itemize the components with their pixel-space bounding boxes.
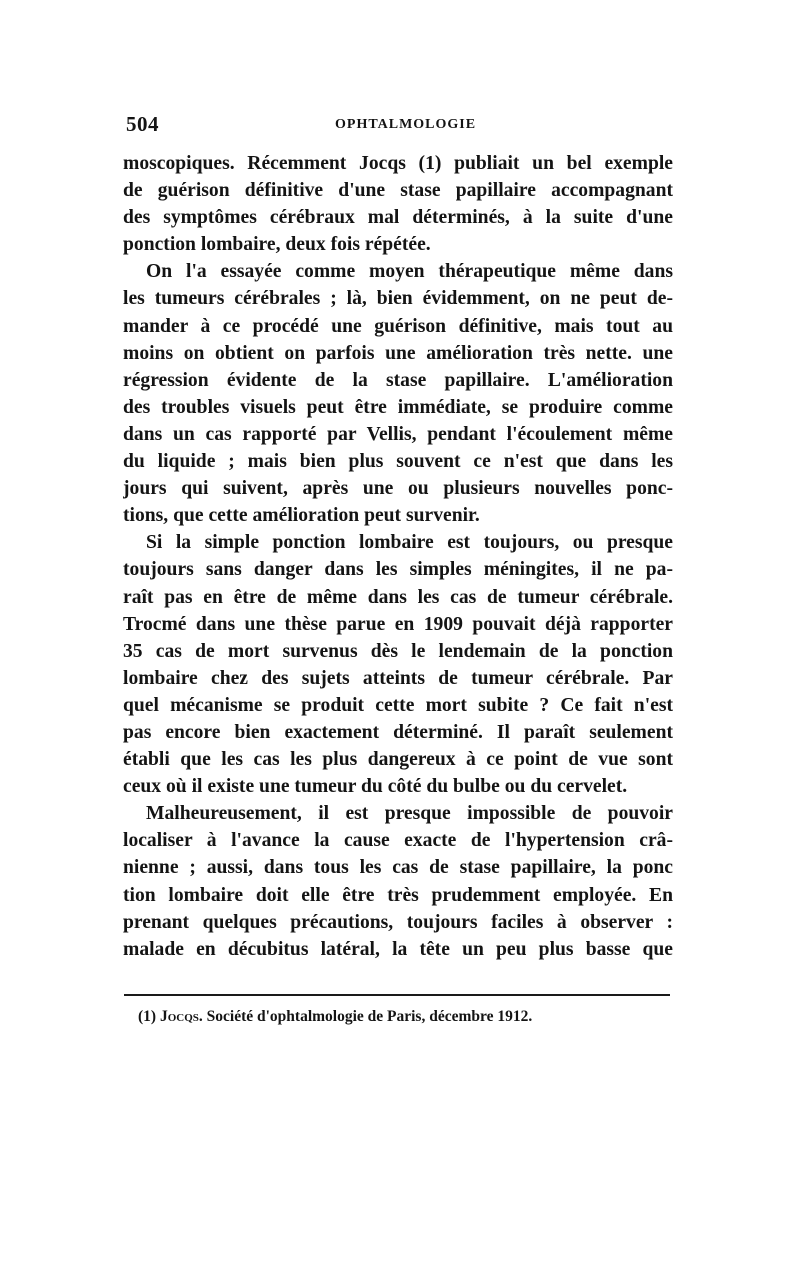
page-header [123,112,671,142]
page-number: 504 [126,112,159,136]
text-line: établi que les cas les plus dangereux à ce point de vue sont [123,749,673,771]
footnote [138,1006,638,1028]
text-line: lombaire chez des sujets atteints de tumeur cérébrale. Par [123,667,673,689]
text-line: ceux où il existe une tumeur du côté du bulbe ou du cervelet. [123,776,628,798]
text-line: quel mécanisme se produit cette mort subite ? Ce fait n'est [123,694,673,716]
footnote-divider [124,994,670,996]
text-line: Trocmé dans une thèse parue en 1909 pouvait déjà rapporter [123,613,673,635]
text-line: tions, que cette amélioration peut survenir. [123,505,480,527]
text-line: mander à ce procédé une guérison définitive, mais tout au [123,315,673,337]
text-line: nienne ; aussi, dans tous les cas de stase papillaire, la ponc [123,857,673,879]
paragraph-first-line: Si la simple ponction lombaire est toujours, ou presque [146,532,673,554]
paragraph-first-line: On l'a essayée comme moyen thérapeutique même dans [146,261,673,283]
text-line: localiser à l'avance la cause exacte de l'hypertension crâ- [123,830,673,852]
text-line: pas encore bien exactement déterminé. Il paraît seulement [123,721,673,743]
text-line: de guérison définitive d'une stase papillaire accompagnant [123,180,673,202]
text-line: raît pas en être de même dans les cas de tumeur cérébrale. [123,586,673,608]
running-title: OPHTALMOLOGIE [335,117,477,132]
text-line: dans un cas rapporté par Vellis, pendant l'écoulement même [123,423,673,445]
footnote-marker: (1) [138,1008,157,1025]
text-line: des troubles visuels peut être immédiate, se produire comme [123,396,673,418]
text-line: régression évidente de la stase papillaire. L'amélioration [123,369,673,391]
text-line: moscopiques. Récemment Jocqs (1) publiait un bel exemple [123,153,673,174]
text-line: toujours sans danger dans les simples méningites, il ne pa- [123,559,673,581]
text-line: ponction lombaire, deux fois répétée. [123,234,431,256]
text-line: du liquide ; mais bien plus souvent ce n'est que dans les [123,451,673,473]
text-line: les tumeurs cérébrales ; là, bien évidemment, on ne peut de- [123,288,673,310]
text-line: prenant quelques précautions, toujours faciles à observer : [123,911,673,933]
body-text [123,150,673,963]
text-line: jours qui suivent, après une ou plusieurs nouvelles ponc- [123,478,673,500]
text-line: tion lombaire doit elle être très prudemment employée. En [123,884,673,906]
text-line: malade en décubitus latéral, la tête un peu plus basse que [123,938,673,960]
text-line: 35 cas de mort survenus dès le lendemain de la ponction [123,640,673,662]
text-line: des symptômes cérébraux mal déterminés, à la suite d'une [123,207,673,229]
paragraph-first-line: Malheureusement, il est presque impossible de pouvoir [146,803,673,825]
footnote-author: Jocqs. [159,1008,203,1025]
text-line: moins on obtient on parfois une amélioration très nette. une [123,342,673,364]
footnote-text: Société d'ophtalmologie de Paris, décembre 1912. [206,1008,533,1025]
